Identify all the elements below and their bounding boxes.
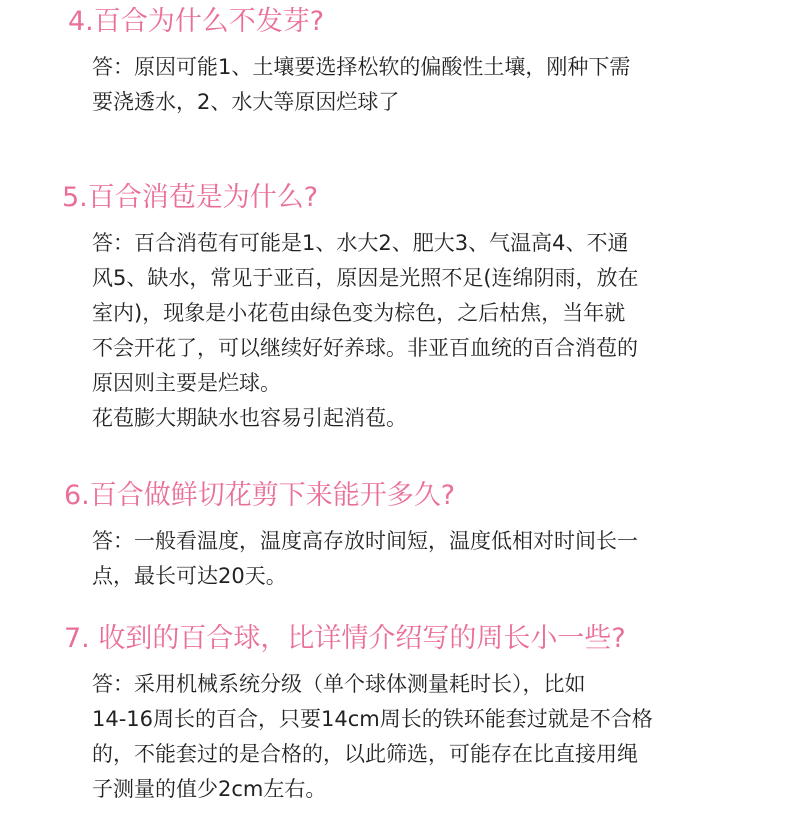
answer-line: 风5、缺水，常见于亚百，原因是光照不足(连绵阴雨，放在 (92, 266, 639, 290)
answer-line: 子测量的值少2cm左右。 (92, 777, 327, 801)
answer-line: 14-16周长的百合，只要14cm周长的铁环能套过就是不合格 (92, 707, 653, 731)
answer-text (0, 50, 790, 120)
answer-line: 的，不能套过的是合格的，以此筛选，可能存在比直接用绳 (92, 742, 638, 766)
faq-item-5 (0, 180, 790, 436)
answer-line: 答：原因可能1、土壤要选择松软的偏酸性土壤，刚种下需 (92, 55, 631, 79)
answer-line: 室内)，现象是小花苞由绿色变为棕色，之后枯焦，当年就 (92, 301, 626, 325)
answer-line: 不会开花了，可以继续好好养球。非亚百血统的百合消苞的 (92, 336, 638, 360)
answer-line: 答：一般看温度，温度高存放时间短，温度低相对时间长一 (92, 529, 638, 553)
answer-line: 答：采用机械系统分级（单个球体测量耗时长），比如 (92, 672, 586, 696)
answer-text (0, 524, 790, 594)
faq-item-4 (0, 4, 790, 120)
question-title: 6.百合做鲜切花剪下来能开多久? (64, 480, 456, 511)
question-title: 5.百合消苞是为什么? (62, 182, 319, 213)
answer-text (0, 226, 790, 436)
question-title: 7. 收到的百合球，比详情介绍写的周长小一些? (64, 623, 626, 654)
answer-line: 答：百合消苞有可能是1、水大2、肥大3、气温高4、不通 (92, 231, 629, 255)
answer-line: 点，最长可达20天。 (92, 564, 287, 588)
faq-item-6 (0, 478, 790, 594)
answer-line: 要浇透水，2、水大等原因烂球了 (92, 90, 400, 114)
question-title: 4.百合为什么不发芽? (68, 6, 325, 37)
faq-item-7 (0, 621, 790, 807)
answer-line: 原因则主要是烂球。 (92, 371, 281, 395)
answer-line: 花苞膨大期缺水也容易引起消苞。 (92, 406, 407, 430)
answer-text (0, 667, 790, 807)
